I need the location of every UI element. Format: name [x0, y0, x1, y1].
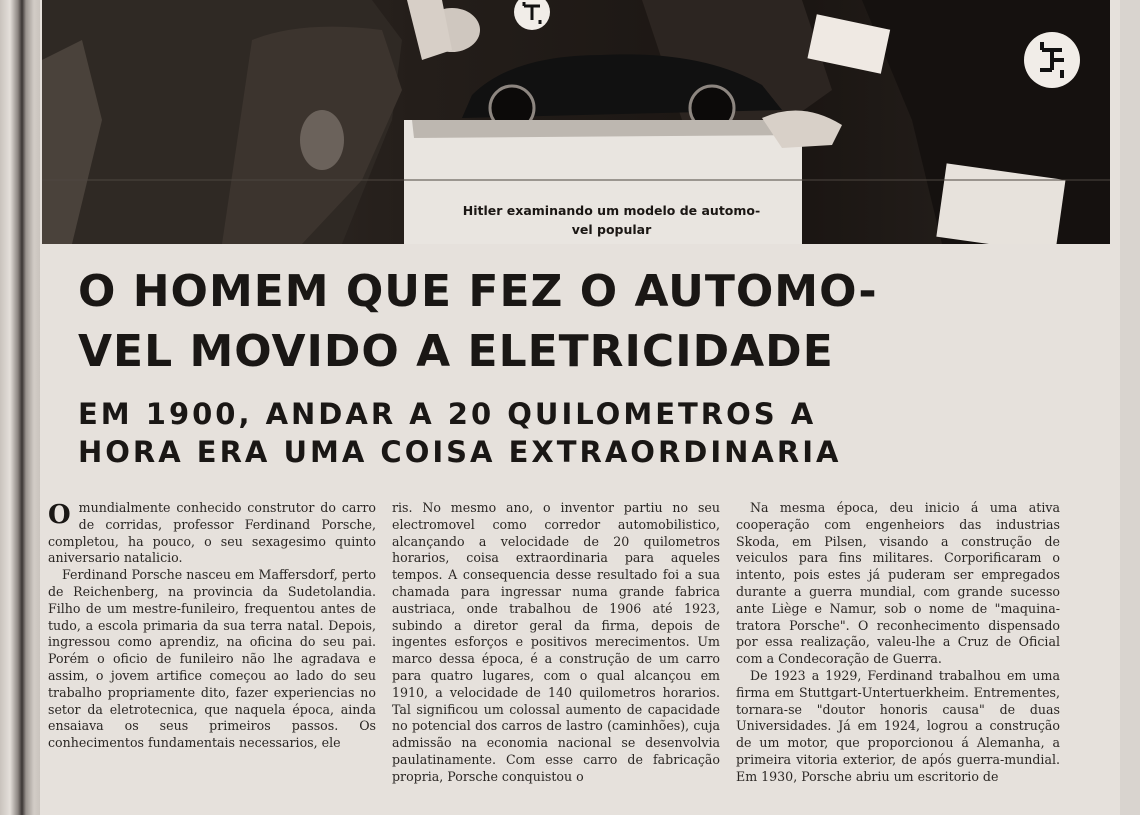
drop-cap: O [48, 500, 71, 530]
subheadline-line-1: EM 1900, ANDAR A 20 QUILOMETROS A [78, 397, 817, 431]
headline-line-2: VEL MOVIDO A ELETRICIDADE [78, 326, 834, 377]
binding-edge [0, 0, 42, 815]
paragraph: Ferdinand Porsche nasceu em Maffersdorf, perto de Reichenberg, na provincia da Sudetolandia. Filho de um mestre-funileiro, frequentou antes de tudo, a escola primaria da sua terra natal. Depois, ingressou como aprendiz, na oficina do seu pai. Porém o oficio de funileiro não lhe agradava e assim, o jovem artifice começou ao lado do seu trabalho propriamente dito, fazer experiencias no setor da eletrotecnica, que naquela época, ainda ensaiava os seus primeiros passos. Os conhecimentos fundamentais necessarios, ele [48, 567, 376, 751]
magazine-page [40, 0, 1120, 815]
caption-line-2: vel popular [571, 222, 652, 237]
paragraph: De 1923 a 1929, Ferdinand trabalhou em uma firma em Stuttgart-Untertuerkheim. Entrementes, tornara-se "doutor honoris causa" de duas Universidades. Já em 1924, logrou a construção de um motor, que proporcionou á Alemanha, a primeira vitoria exterior, de após guerra-mundial. Em 1930, Porsche abriu um escritorio de [736, 667, 1060, 784]
paragraph: ris. No mesmo ano, o inventor partiu no seu electromovel como corredor automobilistico, alcançando a velocidade de 20 quilometros horarios, coisa extraordinaria para aqueles tempos. A consequencia desse resultado foi a sua chamada para ingressar numa grande fabrica austriaca, onde trabalhou de 1906 até 1923, subindo a diretor geral da firma, depois de ingentes esforços e positivos merecimentos. Um marco dessa época, é a construção de um carro para quatro lugares, com o qual alcançou em 1910, a velocidade de 140 quilometros horarios. Tal significou um colossal aumento de capacidade no potencial dos carros de lastro (caminhões), cuja admissão na economia nacional se desenvolvia paulatinamente. Com esse carro de fabricação propria, Porsche conquistou o [392, 500, 720, 784]
paragraph-text: mundialmente conhecido construtor do carro de corridas, professor Ferdinand Porsche, completou, ha pouco, o seu sexagesimo quinto aniversario natalicio. [48, 500, 376, 566]
article-subheadline [78, 395, 1038, 471]
article-column-3 [736, 500, 1060, 786]
subheadline-line-2: HORA ERA UMA COISA EXTRAORDINARIA [78, 435, 842, 469]
article-headline [78, 262, 1038, 382]
headline-line-1: O HOMEM QUE FEZ O AUTOMO- [78, 266, 878, 317]
photo-caption [434, 198, 789, 244]
article-column-1 [48, 500, 376, 752]
paragraph [48, 500, 376, 567]
article-column-2 [392, 500, 720, 786]
article-photo [42, 0, 1110, 244]
paragraph: Na mesma época, deu inicio á uma ativa cooperação com engenheiors das industrias Skoda, em Pilsen, visando a construção de veiculos para fins militares. Corporificaram o intento, pois estes já puderam ser empregados durante a guerra mundial, com grande sucesso ante Liège e Namur, sob o nome de "maquina-tratora Porsche". O reconhecimento dispensado por essa realização, valeu-lhe a Cruz de Oficial com a Condecoração de Guerra. [736, 500, 1060, 667]
caption-line-1: Hitler examinando um modelo de automo- [462, 203, 761, 218]
